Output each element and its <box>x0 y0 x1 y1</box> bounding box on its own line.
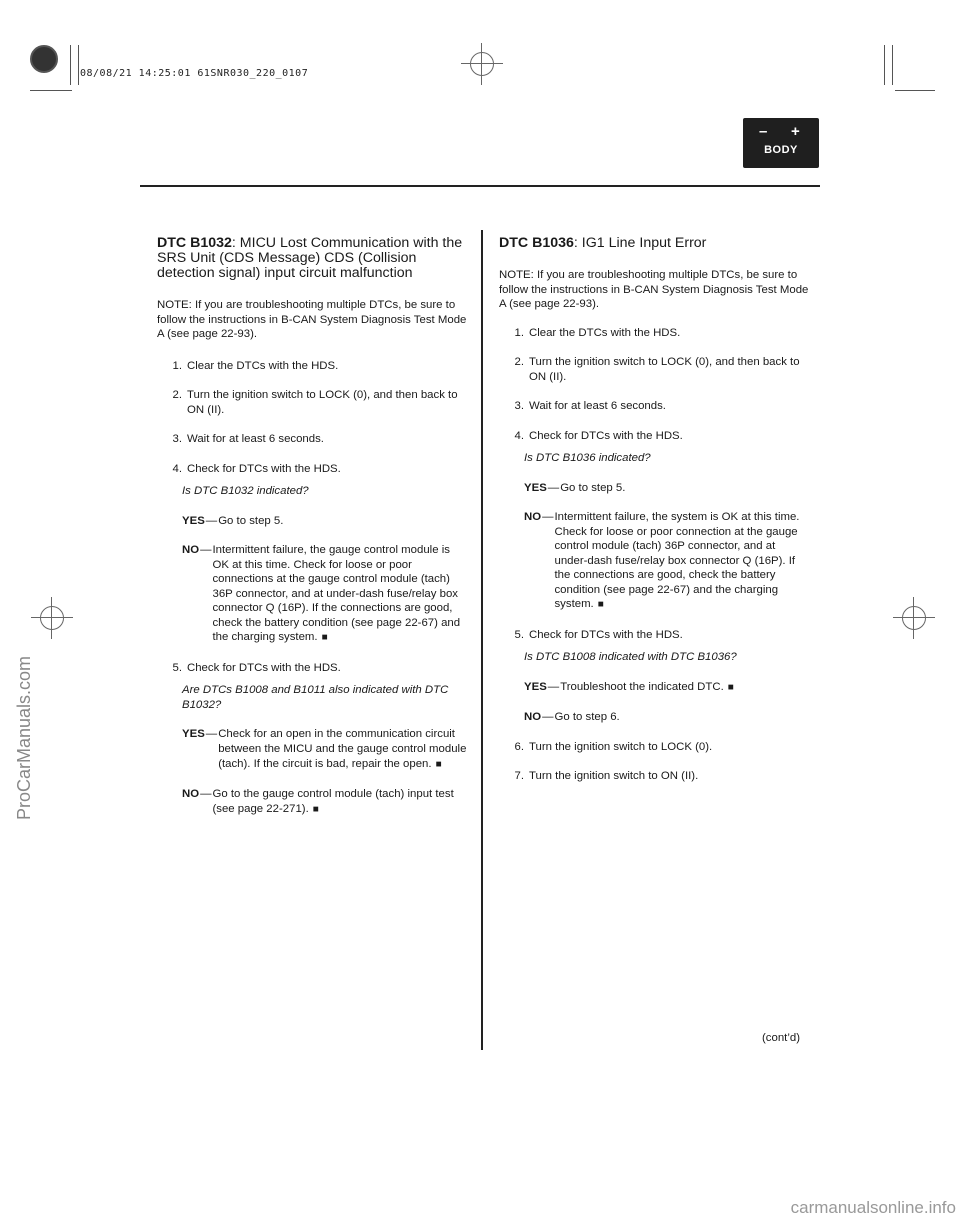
step: 4. Check for DTCs with the HDS. <box>514 429 683 442</box>
step: 5. Check for DTCs with the HDS. <box>514 628 683 641</box>
stop-icon: ■ <box>435 758 442 770</box>
step: 5. Check for DTCs with the HDS. <box>172 661 341 674</box>
column-divider <box>481 230 483 1050</box>
answer-yes: YES — Go to step 5. <box>182 514 284 527</box>
question: Is DTC B1032 indicated? <box>182 485 309 498</box>
step: 1. Clear the DTCs with the HDS. <box>514 326 681 339</box>
dtc-b1036-section <box>499 236 809 798</box>
header-rule <box>140 185 820 187</box>
question: Is DTC B1036 indicated? <box>524 452 651 465</box>
answer-yes: YES — Check for an open in the communication circuit between the MICU and the gauge control module (tach). If the circuit is bad, repair the open. ■ <box>182 728 467 770</box>
stop-icon: ■ <box>727 681 734 693</box>
body-section-badge <box>743 118 819 168</box>
continued-label: (cont’d) <box>762 1032 800 1044</box>
answer-yes: YES — Troubleshoot the indicated DTC. ■ <box>524 680 734 693</box>
battery-minus-icon: – <box>759 123 768 140</box>
bottom-watermark: carmanualsonline.info <box>790 1198 956 1217</box>
answer-yes: YES — Go to step 5. <box>524 481 626 494</box>
step: 3. Wait for at least 6 seconds. <box>172 433 324 446</box>
badge-label: BODY <box>764 144 798 156</box>
note: NOTE: If you are troubleshooting multiple DTCs, be sure to follow the instructions in B-CAN System Diagnosis Test Mode A (see page 22-93). <box>499 269 809 311</box>
dtc-b1032-heading: DTC B1032: MICU Lost Communication with the SRS Unit (CDS Message) CDS (Collision detection signal) input circuit malfunction <box>157 235 463 281</box>
crop-mark <box>78 45 79 85</box>
crop-mark <box>892 45 893 85</box>
dtc-b1036-heading: DTC B1036: IG1 Line Input Error <box>499 235 707 251</box>
step: 7. Turn the ignition switch to ON (II). <box>514 770 699 783</box>
note: NOTE: If you are troubleshooting multiple DTCs, be sure to follow the instructions in B-CAN System Diagnosis Test Mode A (see page 22-93). <box>157 299 467 341</box>
answer-no: NO — Intermittent failure, the system is OK at this time. Check for loose or poor connection at the gauge control module (tach) 36P connector, and at under-dash fuse/relay box connector Q (16P). If the connections are good, check the battery condition (see page 22-67) and the charging system. ■ <box>524 510 800 611</box>
registration-crosshair <box>40 606 64 630</box>
dtc-b1032-section <box>157 236 467 832</box>
corner-registration-mark <box>30 45 58 73</box>
step: 2. Turn the ignition switch to LOCK (0), and then back to ON (II). <box>514 356 800 383</box>
step: 1. Clear the DTCs with the HDS. <box>172 359 339 372</box>
crop-mark <box>30 90 72 91</box>
registration-crosshair <box>902 606 926 630</box>
stop-icon: ■ <box>597 599 604 611</box>
crop-mark <box>895 90 935 91</box>
step: 2. Turn the ignition switch to LOCK (0), and then back to ON (II). <box>172 389 458 416</box>
crop-mark <box>884 45 885 85</box>
crop-mark <box>70 45 71 85</box>
stop-icon: ■ <box>312 803 319 815</box>
answer-no: NO — Go to the gauge control module (tach) input test (see page 22-271). ■ <box>182 788 454 815</box>
question: Are DTCs B1008 and B1011 also indicated with DTC B1032? <box>182 684 449 712</box>
step: 3. Wait for at least 6 seconds. <box>514 400 666 413</box>
step: 6. Turn the ignition switch to LOCK (0). <box>514 740 713 753</box>
battery-plus-icon: + <box>791 123 800 140</box>
answer-no: NO — Intermittent failure, the gauge control module is OK at this time. Check for loose or poor connections at the gauge control module (tach) 36P connector, and at under-dash fuse/relay box connector Q (16P). If the connections are good, check the battery condition (see page 22-67) and the charging system. ■ <box>182 543 461 644</box>
question: Is DTC B1008 indicated with DTC B1036? <box>524 651 737 664</box>
stop-icon: ■ <box>321 632 328 644</box>
answer-no: NO — Go to step 6. <box>524 711 620 724</box>
print-timestamp: 08/08/21 14:25:01 61SNR030_220_0107 <box>80 68 309 79</box>
side-watermark: ProCarManuals.com <box>14 655 34 820</box>
registration-crosshair <box>470 52 494 76</box>
step: 4. Check for DTCs with the HDS. <box>172 462 341 475</box>
